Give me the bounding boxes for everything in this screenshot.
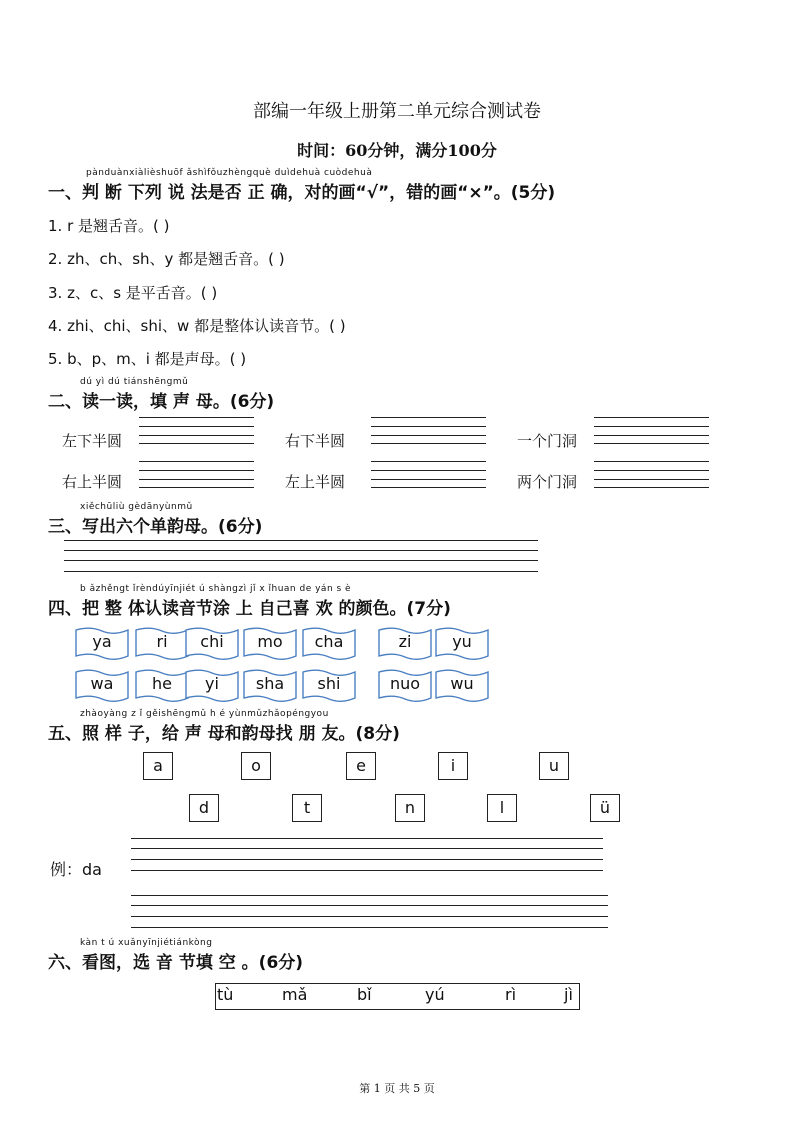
section2-heading: 二、读一读，填 声 母。(6分) [48,392,275,412]
section6-heading: 六、看图，选 音 节填 空 。(6分) [48,953,304,973]
question-item: 1. r 是翘舌音。( ) [48,217,170,235]
question-item: 2. zh、ch、sh、y 都是翘舌音。( ) [48,250,285,268]
clue-label: 左上半圆 [285,473,346,491]
syllable-flag[interactable] [73,626,131,660]
section5-heading: 五、照 样 子，给 声 母和韵母找 朋 友。(8分) [48,724,400,744]
syllable-option: rì [505,985,517,1004]
syllable-text: wa [90,674,114,693]
syllable-text: zi [398,632,412,651]
clue-label: 左下半圆 [62,432,123,450]
section1-pinyin: pànduànxiàlièshuōf ǎshìfǒuzhèngquè duìdehuà cuòdehuà [86,168,373,178]
vowel-box: u [539,752,569,780]
clue-label: 一个门洞 [517,432,578,450]
syllable-text: chi [200,632,224,651]
writing-lines[interactable] [594,461,709,487]
section5-pinyin: zhàoyàng z ǐ gěishēngmǔ h é yùnmǔzhǎopéngyou [80,709,329,719]
section3-pinyin: xiěchūliù gèdānyùnmǔ [80,502,193,512]
initial-box: ü [590,794,620,822]
section3-heading: 三、写出六个单韵母。(6分) [48,517,263,537]
options-box [215,983,580,1010]
page-title: 部编一年级上册第二单元综合测试卷 [253,101,541,122]
writing-lines[interactable] [131,895,608,927]
syllable-flag[interactable] [183,626,241,660]
example-label: 例：da [50,860,102,879]
question-item: 5. b、p、m、i 都是声母。( ) [48,350,247,368]
syllable-text: sha [255,674,285,693]
syllable-flag[interactable] [376,668,434,702]
syllable-text: shi [317,674,341,693]
syllable-text: nuo [389,674,421,693]
section4-pinyin: b ǎzhěngt ǐrèndúyīnjiét ú shàngzì jǐ x ǐhuan de yán s è [80,584,352,594]
vowel-box: e [346,752,376,780]
syllable-text: he [152,674,172,693]
vowel-box: a [143,752,173,780]
syllable-text: cha [314,632,344,651]
syllable-text: mo [257,632,283,651]
question-item: 4. zhi、chi、shi、w 都是整体认读音节。( ) [48,317,346,335]
clue-label: 右上半圆 [62,473,123,491]
syllable-flag[interactable] [433,626,491,660]
syllable-flag[interactable] [241,668,299,702]
syllable-option: mǎ [282,985,308,1004]
syllable-flag[interactable] [73,668,131,702]
initial-box: t [292,794,322,822]
writing-lines[interactable] [131,838,603,870]
syllable-option: yú [425,985,445,1004]
page-footer: 第 1 页 共 5 页 [359,1082,435,1095]
section2-pinyin: dú yì dú tiánshēngmǔ [80,377,189,387]
initial-box: l [487,794,517,822]
writing-lines[interactable] [139,417,254,443]
writing-lines[interactable] [594,417,709,443]
clue-label: 两个门洞 [517,473,578,491]
syllable-flag[interactable] [241,626,299,660]
syllable-flag[interactable] [300,668,358,702]
page-subtitle: 时间：60分钟，满分100分 [297,141,497,160]
writing-lines[interactable] [371,461,486,487]
writing-lines[interactable] [139,461,254,487]
vowel-box: i [438,752,468,780]
writing-lines[interactable] [64,540,538,572]
syllable-flag[interactable] [433,668,491,702]
syllable-text: wu [450,674,474,693]
syllable-flag[interactable] [376,626,434,660]
section6-pinyin: kàn t ú xuǎnyīnjiétiánkòng [80,938,213,948]
initial-box: d [189,794,219,822]
section1-heading: 一、判 断 下列 说 法是否 正 确，对的画“√”，错的画“×”。(5分) [48,183,556,203]
syllable-option: jì [564,985,573,1004]
syllable-text: yi [205,674,219,693]
section4-heading: 四、把 整 体认读音节涂 上 自己喜 欢 的颜色。(7分) [48,599,451,619]
syllable-option: tù [217,985,234,1004]
syllable-text: ri [156,632,168,651]
question-item: 3. z、c、s 是平舌音。( ) [48,284,218,302]
vowel-box: o [241,752,271,780]
clue-label: 右下半圆 [285,432,346,450]
syllable-flag[interactable] [300,626,358,660]
syllable-text: ya [92,632,112,651]
writing-lines[interactable] [371,417,486,443]
initial-box: n [395,794,425,822]
syllable-text: yu [452,632,472,651]
syllable-option: bǐ [357,985,372,1004]
syllable-flag[interactable] [183,668,241,702]
